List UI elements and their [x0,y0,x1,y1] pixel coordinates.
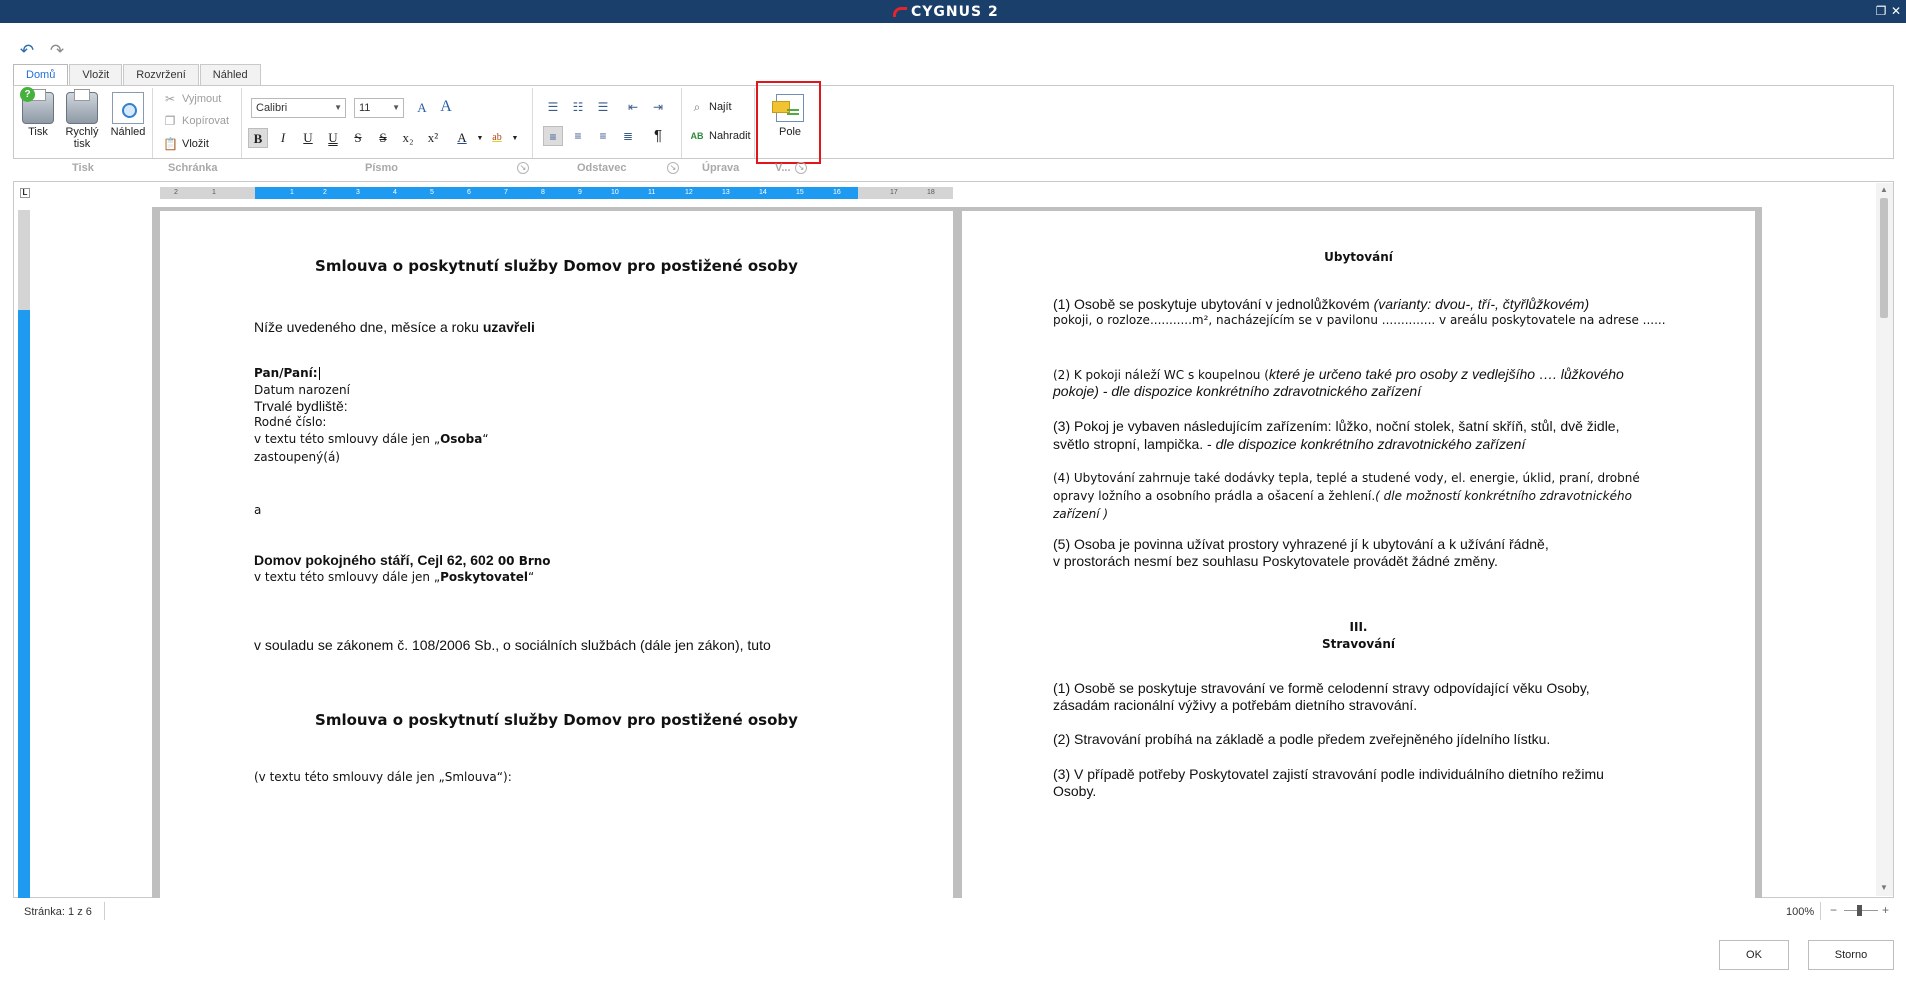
close-icon[interactable]: ✕ [1890,4,1902,18]
ubyt-p4-b-italic: ( dle možností konkrétního zdravotnického [1375,489,1632,503]
field-label: Pole [778,126,802,138]
ruler-tick: 13 [722,189,730,196]
osoba-prefix: v textu této smlouvy dále jen „ [254,432,441,446]
replace-icon: AB [690,131,704,141]
ubyt-p4-a: (4) Ubytování zahrnuje také dodávky tepla, teplé a studené vody, el. energie, úklid, praní, drobné [1053,471,1640,485]
increase-indent-icon[interactable]: ⇥ [652,100,664,114]
group-label-tisk: Tisk [72,162,94,174]
ruler-tick: 12 [685,189,693,196]
ruler-tick: 2 [174,189,178,196]
group-separator [681,88,682,158]
strav-s3-a: (3) V případě potřeby Poskytovatel zajistí stravování podle individuálního dietního režimu [1053,766,1604,782]
double-underline-button[interactable]: U [328,130,338,145]
restore-icon[interactable]: ❐ [1875,4,1887,18]
print-button[interactable] [20,89,56,138]
align-right-icon[interactable]: ≡ [599,129,607,143]
bold-button[interactable]: B [248,128,268,148]
ubyt-p1-b: pokoji, o rozloze...........m², nacházejícím se v pavilonu .............. v areálu poskytovatele na adrese ...... [1053,313,1666,327]
font-name-select[interactable] [251,98,346,118]
preview-button[interactable] [108,92,148,138]
group-label-v: V... [775,162,791,174]
expand-font-icon[interactable]: ↘ [517,162,529,174]
ubyt-p3-b-text: světlo stropní, lampička. - [1053,436,1216,452]
numbered-list-icon[interactable]: ☷ [572,100,584,114]
vertical-ruler[interactable] [18,210,30,898]
strav-s2: (2) Stravování probíhá na základě a podle předem zveřejněného jídelního lístku. [1053,731,1551,747]
ubyt-p1-a [1053,296,1589,312]
quick-print-button[interactable] [62,92,102,150]
cancel-button[interactable]: Storno [1808,940,1894,970]
group-separator [241,88,242,158]
replace-button[interactable] [690,127,751,145]
ubyt-p4-b [1053,489,1632,503]
paste-button[interactable] [163,135,209,153]
quick-printer-icon [66,92,98,124]
poskytovatel-line [254,570,534,584]
multilevel-list-icon[interactable]: ☰ [597,100,609,114]
print-label: Tisk [28,126,48,138]
align-center-icon[interactable]: ≡ [574,129,582,143]
find-button[interactable] [690,98,732,116]
decrease-indent-icon[interactable]: ⇤ [627,100,639,114]
ruler-tick: 1 [290,189,294,196]
status-separator [1820,902,1821,920]
page-title-2: Smlouva o poskytnutí služby Domov pro postižené osoby [315,711,798,729]
zastoupeny-line: zastoupený(á) [254,450,340,464]
ribbon-panel [13,85,1894,159]
ruler-tick: 1 [212,189,216,196]
osoba-suffix: “ [482,432,489,446]
double-strike-button[interactable]: S [379,130,387,145]
group-label-schranka: Schránka [168,162,218,174]
status-bar [0,900,1906,924]
shrink-font-icon[interactable]: A [440,98,452,115]
scroll-up-icon[interactable]: ▲ [1880,185,1888,194]
ruler-tick: 15 [796,189,804,196]
osoba-bold: Osoba [440,432,483,446]
ruler-tick: 7 [504,189,508,196]
clipboard-icon: 📋 [163,137,178,151]
scroll-down-icon[interactable]: ▼ [1880,883,1888,892]
undo-icon[interactable]: ↶ [19,41,35,60]
ruler-tick: 3 [356,189,360,196]
chevron-down-icon: ▼ [334,103,342,112]
ubyt-p1-a-text: (1) Osobě se poskytuje ubytování v jednolůžkovém [1053,296,1374,312]
pan-pani-line [254,366,320,380]
scrollbar-thumb[interactable] [1880,198,1888,318]
ruler-tick: 9 [578,189,582,196]
paste-label: Vložit [182,138,209,150]
cygnus-logo-icon [893,7,907,17]
intro-text: Níže uvedeného dne, měsíce a roku [254,319,483,335]
ribbon-tabs [13,64,262,85]
strike-button[interactable]: S [354,130,362,145]
bydliste-line: Trvalé bydliště: [254,398,348,414]
intro-bold: uzavřeli [482,319,535,335]
ruler-tick: 6 [467,189,471,196]
redo-icon[interactable]: ↷ [49,41,65,60]
ruler-tick: 16 [833,189,841,196]
ok-button[interactable]: OK [1719,940,1789,970]
pan-pani-label: Pan/Paní: [254,366,318,380]
font-color-button[interactable]: A [457,130,467,145]
binoculars-icon: ⌕ [693,100,701,114]
smlouva-suffix: : [507,770,512,784]
ubyt-p4-b-text: opravy ložního a osobního prádla a ošacení a žehlení. [1053,489,1376,503]
page-indicator: Stránka: 1 z 6 [24,906,92,918]
intro-line [254,319,535,335]
posk-suffix: “ [527,570,535,584]
ruler-tick: 2 [323,189,327,196]
chevron-down-icon[interactable]: ▼ [511,134,519,142]
title-bar [0,0,1906,23]
ruler-active-area [18,310,30,898]
expand-v-icon[interactable]: ↘ [795,162,807,174]
domov-small: 00 Brno [493,554,551,568]
a-line: a [254,503,262,517]
app-logo [893,4,999,19]
ubyt-p2-a [1053,366,1624,382]
page-title: Smlouva o poskytnutí služby Domov pro postižené osoby [315,257,798,275]
ubyt-p5-b: v prostorách nesmí bez souhlasu Poskytovatele provádět žádné změny. [1053,553,1498,569]
page-1[interactable] [160,211,953,898]
copy-label: Kopírovat [182,115,230,127]
osoba-line [254,432,489,446]
group-separator [532,88,533,158]
zoom-level[interactable]: 100% [1786,906,1815,918]
copy-icon: ❐ [164,114,176,128]
bullet-list-icon[interactable]: ☰ [547,100,559,114]
find-label: Najít [709,101,732,113]
heading-stravovani: Stravování [1321,637,1396,651]
zoom-knob[interactable] [1857,905,1862,916]
app-title: CYGNUS 2 [911,3,999,20]
ruler-tick: 17 [890,189,898,196]
heading-ubytovani: Ubytování [1324,250,1393,264]
quick-print-label-1: Rychlý [65,126,99,138]
rodne-line: Rodné číslo: [254,415,327,429]
ruler-tick: 11 [648,189,656,196]
ubyt-p3-a: (3) Pokoj je vybaven následujícím zařízením: lůžko, noční stolek, šatní skříň, stůl, dvě židle, [1053,418,1620,434]
cut-label: Vyjmout [182,93,222,105]
ubyt-p1-a-italic: (varianty: dvou-, tří-, čtyřlůžkovém) [1373,296,1590,312]
domov-main: Domov pokojného stáří, Cejl 62, 602 [254,552,494,568]
ruler-active-area [255,187,858,199]
ruler-tick: 18 [927,189,935,196]
chevron-down-icon: ▼ [392,103,400,112]
ruler-tick: 10 [611,189,619,196]
quick-print-label-2: tisk [73,138,91,150]
expand-paragraph-icon[interactable]: ↘ [667,162,679,174]
font-name-value: Calibri [256,102,288,114]
datum-line: Datum narození [254,383,350,397]
page-2[interactable] [962,211,1755,898]
ubyt-p2-a-italic: které je určeno také pro osoby z vedlejšího …. lůžkového [1268,366,1624,382]
section-roman: III. [1349,620,1368,634]
ubyt-p3-b-italic: dle dispozice konkrétního zdravotnického zařízení [1215,436,1526,452]
superscript-button[interactable]: x² [427,130,439,145]
strav-s1-a: (1) Osobě se poskytuje stravování ve formě celodenní stravy odpovídající věku Osoby, [1053,680,1590,696]
ubyt-p3-b [1053,436,1525,452]
group-label-odstavec: Odstavec [577,162,627,174]
vertical-scrollbar[interactable] [1876,183,1893,896]
strav-s3-b: Osoby. [1053,783,1097,799]
group-label-uprava: Úprava [702,162,740,174]
align-left-icon[interactable]: ≡ [543,126,563,146]
tab-stop-selector[interactable]: L [20,188,30,198]
ruler-tick: 8 [541,189,545,196]
underline-button[interactable]: U [303,130,313,145]
grow-font-icon[interactable]: A [417,100,427,115]
strav-s1-b: zásadám racionální výživy a potřebám dietního stravování. [1053,697,1418,713]
pilcrow-icon[interactable]: ¶ [653,127,663,144]
ubyt-p5-a: (5) Osoba je povinna užívat prostory vyhrazené jí k ubytování a k užívání řádně, [1053,536,1549,552]
ruler-tick: 5 [430,189,434,196]
text-cursor [319,367,320,380]
ruler-tick: 4 [393,189,397,196]
scissors-icon: ✂ [164,92,176,106]
chevron-down-icon[interactable]: ▼ [476,134,484,142]
ubyt-p2-b: pokoje) - dle dispozice konkrétního zdravotnického zařízení [1053,383,1422,399]
preview-label: Náhled [110,126,146,138]
ubyt-p2-a-text: (2) K pokoji náleží WC s koupelnou ( [1053,368,1269,382]
ubyt-p4-c: zařízení ) [1053,507,1109,521]
status-separator [104,902,105,920]
group-separator [152,88,153,158]
tab-domu[interactable]: Domů [13,64,68,86]
group-separator [754,88,755,158]
subscript-button[interactable]: x₂ [402,130,414,145]
zoom-in-icon[interactable]: + [1882,903,1890,917]
tab-vlozit[interactable]: Vložit [69,64,122,85]
zoom-slider[interactable] [1830,904,1892,918]
field-highlight-box [756,81,821,164]
posk-bold: Poskytovatel [440,570,528,584]
font-size-value: 11 [359,102,371,114]
group-label-pismo: Písmo [365,162,399,174]
smlouva-line [254,770,512,784]
italic-button[interactable]: I [280,130,286,145]
cut-button[interactable] [163,90,221,108]
horizontal-ruler[interactable] [160,187,953,199]
preview-icon [112,92,144,124]
highlight-button[interactable]: ab [492,132,502,143]
document-canvas [152,207,1762,898]
zoom-out-icon[interactable]: − [1830,903,1838,917]
font-size-select[interactable] [354,98,404,118]
tab-nahled[interactable]: Náhled [200,64,261,85]
replace-label: Nahradit [709,130,751,142]
posk-prefix: v textu této smlouvy dále jen „ [254,570,441,584]
ribbon-group-labels [0,160,1906,176]
ruler-tick: 14 [759,189,767,196]
copy-button[interactable] [163,112,229,130]
domov-line [254,552,551,568]
justify-icon[interactable]: ≣ [622,129,634,143]
printer-icon: ? [22,92,54,124]
souladu-line: v souladu se zákonem č. 108/2006 Sb., o sociálních službách (dále jen zákon), tuto [254,637,771,653]
smlouva-prefix: (v textu této smlouvy dále jen „Smlouva“) [254,770,508,784]
tab-rozvrzeni[interactable]: Rozvržení [123,64,199,85]
